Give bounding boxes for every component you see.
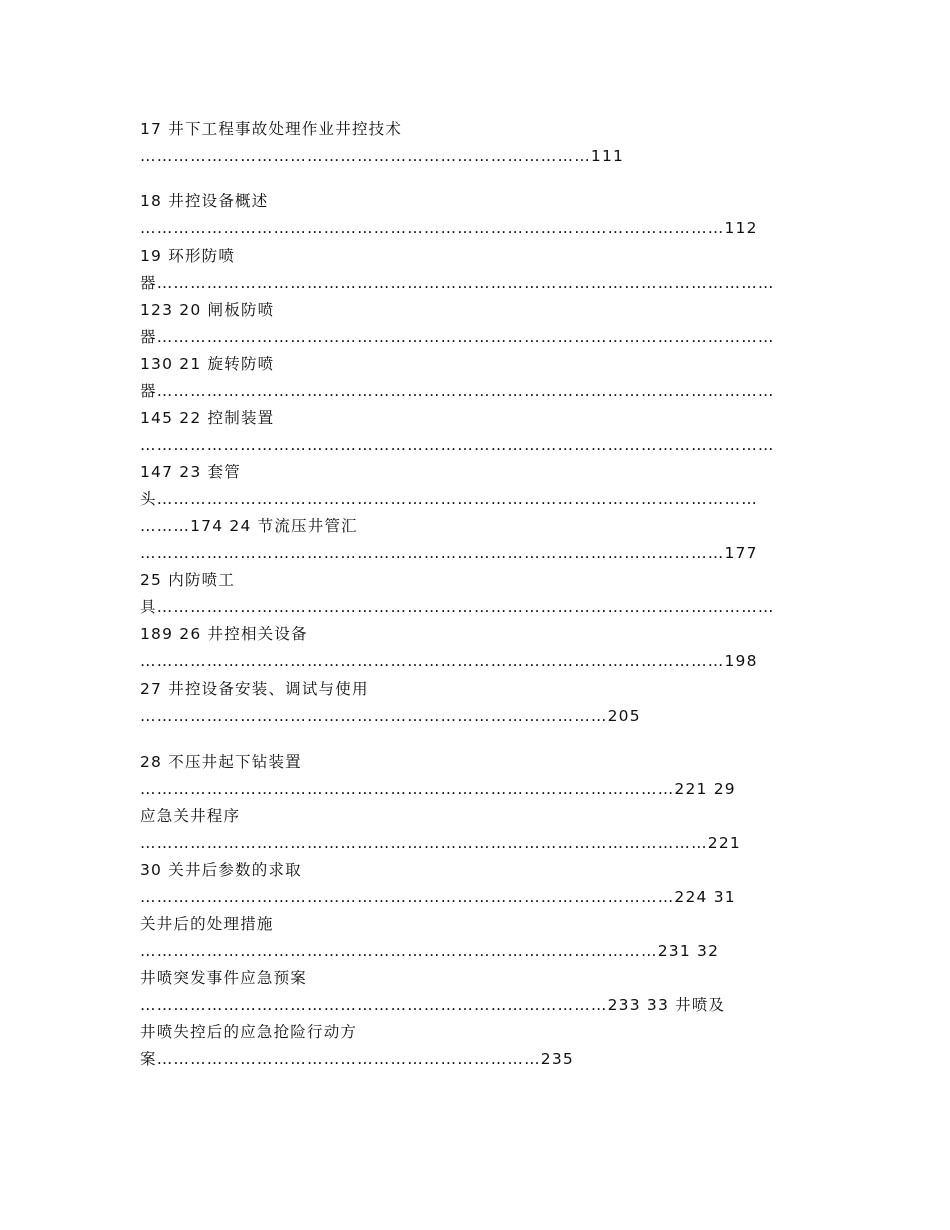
toc-line: 18 井控设备概述 — [140, 192, 269, 210]
toc-line: 189 26 井控相关设备 — [140, 625, 308, 643]
toc-line: ……………………………………………………………………………………………112 — [140, 219, 758, 237]
toc-line: 19 环形防喷 — [140, 247, 236, 265]
toc-line: …………………………………………………………………………205 — [140, 707, 641, 725]
toc-line: 147 23 套管 — [140, 463, 241, 481]
toc-line: 具………………………………………………………………………………………………… — [140, 598, 775, 616]
toc-line: 案……………………………………………………………235 — [140, 1050, 574, 1068]
toc-line: 145 22 控制装置 — [140, 409, 275, 427]
toc-line: 25 内防喷工 — [140, 571, 236, 589]
toc-line: …………………………………………………………………………………………221 — [140, 834, 741, 852]
toc-line: …………………………………………………………………………233 33 井喷及 — [140, 996, 726, 1014]
toc-line: ………………………………………………………………………111 — [140, 147, 625, 165]
toc-line: ……………………………………………………………………………………………198 — [140, 652, 758, 670]
toc-line: 17 井下工程事故处理作业井控技术 — [140, 120, 403, 138]
toc-line: 头……………………………………………………………………………………………… — [140, 490, 758, 508]
toc-line: 130 21 旋转防喷 — [140, 355, 275, 373]
toc-line: 应急关井程序 — [140, 807, 241, 825]
toc-line: ……………………………………………………………………………………224 31 — [140, 888, 736, 906]
toc-line: 关井后的处理措施 — [140, 915, 274, 933]
toc-line: 30 关井后参数的求取 — [140, 861, 302, 879]
toc-line: …………………………………………………………………………………………………… — [140, 436, 775, 454]
toc-line: ………174 24 节流压井管汇 — [140, 517, 358, 535]
toc-line: 28 不压井起下钻装置 — [140, 753, 302, 771]
toc-line: 井喷突发事件应急预案 — [140, 969, 308, 987]
toc-line: 器………………………………………………………………………………………………… — [140, 328, 775, 346]
toc-line: 123 20 闸板防喷 — [140, 301, 275, 319]
toc-line: 27 井控设备安装、调试与使用 — [140, 680, 369, 698]
toc-line: 器………………………………………………………………………………………………… — [140, 274, 775, 292]
toc-line: 器………………………………………………………………………………………………… — [140, 382, 775, 400]
toc-line: …………………………………………………………………………………231 32 — [140, 942, 720, 960]
toc-line: 井喷失控后的应急抢险行动方 — [140, 1023, 358, 1041]
toc-line: ……………………………………………………………………………………………177 — [140, 544, 758, 562]
toc-line: ……………………………………………………………………………………221 29 — [140, 780, 736, 798]
